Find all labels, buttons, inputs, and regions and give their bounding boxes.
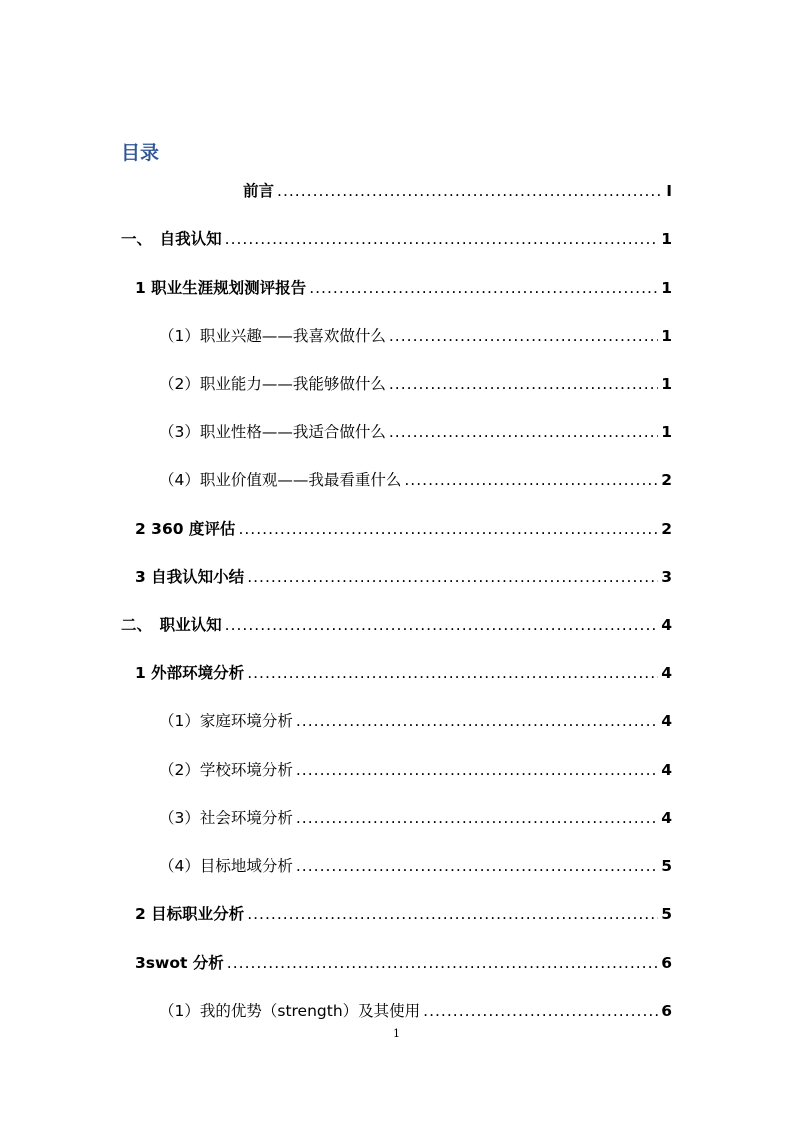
toc-entry-label: 自我认知 [159,230,222,248]
toc-entry[interactable] [159,1000,672,1022]
toc-entry-label: 2 360 度评估 [135,520,236,538]
toc-entry-page: 1 [661,327,672,345]
toc-entry-label: 职业认知 [159,616,222,634]
toc-leader-dots [389,325,658,347]
toc-leader-dots [423,1000,658,1022]
toc-leader-dots [296,807,658,829]
toc-entry-label: 1 外部环境分析 [135,664,245,682]
toc-entry-page: 5 [661,857,672,875]
toc-entry-label: （2）学校环境分析 [159,761,293,779]
toc-leader-dots [227,952,658,974]
toc-entry-label: （1）家庭环境分析 [159,712,293,730]
toc-entry[interactable] [159,421,672,443]
page-number: 1 [393,1027,400,1040]
toc-leader-dots [238,518,658,540]
toc-entry-label: （4）目标地域分析 [159,857,293,875]
toc-title: 目录 [121,142,160,164]
toc-leader-dots [404,469,658,491]
toc-leader-dots [296,759,658,781]
toc-leader-dots [389,421,658,443]
toc-entry[interactable] [159,759,672,781]
toc-entry-page: 2 [661,471,672,489]
toc-entry-page: 5 [661,905,672,923]
toc-entry-label: （1）我的优势（strength）及其使用 [159,1002,421,1020]
toc-entry-page: 1 [661,375,672,393]
toc-entry-page: 1 [661,423,672,441]
toc-entry-chapter-1[interactable] [121,228,672,250]
toc-leader-dots [309,277,658,299]
toc-entry-label: （1）职业兴趣——我喜欢做什么 [159,327,386,345]
toc-leader-dots [247,903,658,925]
toc-entry-page: 4 [661,616,672,634]
toc-leader-dots [296,710,658,732]
toc-entry-page: 3 [661,568,672,586]
toc-entry-label: 3 自我认知小结 [135,568,245,586]
toc-entry[interactable] [135,518,672,540]
toc-entry-page: 6 [661,954,672,972]
toc-entry[interactable] [159,325,672,347]
toc-entry-label: 前言 [243,182,275,200]
toc-entry-label: （2）职业能力——我能够做什么 [159,375,386,393]
toc-entry-page: 1 [661,230,672,248]
toc-entry-page: 4 [661,712,672,730]
toc-entry-chapter-2[interactable] [121,614,672,636]
toc-entry-number: 二、 [121,616,153,634]
toc-entry-page: 4 [661,761,672,779]
toc-leader-dots [247,662,658,684]
toc-entry-label: 3swot 分析 [135,954,224,972]
toc-entry-page: 1 [661,279,672,297]
toc-entry[interactable] [135,277,672,299]
toc-entry-label: 2 目标职业分析 [135,905,245,923]
toc-entry-label: 1 职业生涯规划测评报告 [135,279,307,297]
toc-entry-page: I [666,182,672,200]
toc-entry-page: 4 [661,809,672,827]
toc-entry[interactable] [135,903,672,925]
toc-entry[interactable] [159,855,672,877]
toc-entry-page: 4 [661,664,672,682]
toc-leader-dots [225,228,659,250]
toc-entry-label: （3）社会环境分析 [159,809,293,827]
toc-leader-dots [277,180,663,202]
toc-entry-page: 6 [661,1002,672,1020]
toc-entry-page: 2 [661,520,672,538]
toc-entry[interactable] [135,662,672,684]
toc-leader-dots [389,373,658,395]
toc-entry[interactable] [159,373,672,395]
toc-leader-dots [225,614,659,636]
toc-entry[interactable] [159,710,672,732]
toc-entry-label: （4）职业价值观——我最看重什么 [159,471,402,489]
toc-leader-dots [296,855,658,877]
toc-entry-number: 一、 [121,230,153,248]
toc-entry[interactable] [135,566,672,588]
toc-leader-dots [247,566,658,588]
toc-entry[interactable] [135,952,672,974]
toc-entry[interactable] [159,469,672,491]
toc-entry-label: （3）职业性格——我适合做什么 [159,423,386,441]
toc-entry-preface[interactable] [243,180,672,202]
toc-entry[interactable] [159,807,672,829]
